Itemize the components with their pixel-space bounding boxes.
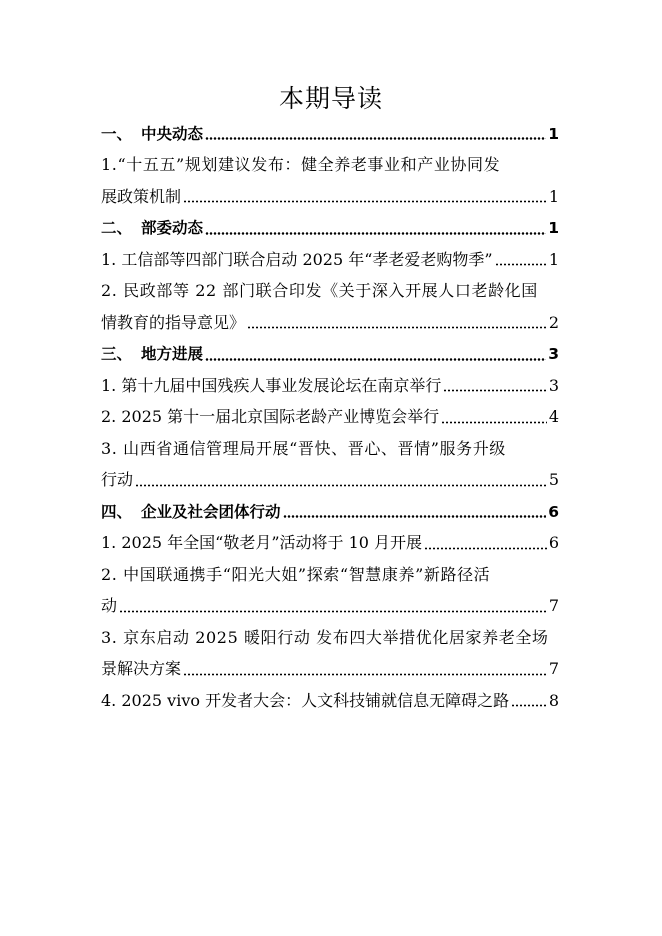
toc-entry[interactable]: [101, 370, 559, 402]
table-of-contents: [101, 118, 559, 717]
toc-entry[interactable]: [101, 685, 559, 717]
toc-entry-text: 4. 2025 vivo 开发者大会：人文科技铺就信息无障碍之路: [101, 690, 510, 710]
toc-entry[interactable]: [101, 150, 559, 182]
toc-entry-text: 展政策机制: [101, 186, 182, 206]
toc-entry-text: 情教育的指导意见》: [101, 312, 246, 332]
dot-leader: [135, 484, 547, 487]
toc-entry-text: 2. 民政部等 22 部门联合印发《关于深入开展人口老龄化国: [101, 281, 538, 301]
toc-page-number: 1: [548, 219, 559, 238]
toc-entry-text: 景解决方案: [101, 659, 182, 679]
toc-section-number: 四、: [101, 502, 133, 521]
toc-entry-text: 1.“十五五”规划建议发布：健全养老事业和产业协同发: [101, 155, 501, 175]
dot-leader: [495, 263, 547, 266]
toc-section-ministries[interactable]: [101, 213, 559, 245]
toc-entry-text: 2. 中国联通携手“阳光大姐”探索“智慧康养”新路径活: [101, 564, 491, 584]
toc-entry[interactable]: [101, 276, 559, 308]
toc-page-number: 7: [548, 659, 559, 679]
toc-page-number: 1: [548, 186, 559, 206]
toc-entry[interactable]: [101, 465, 559, 497]
toc-entry[interactable]: [101, 528, 559, 560]
toc-section-title: 地方进展: [141, 345, 204, 364]
toc-entry[interactable]: [101, 622, 559, 654]
toc-entry[interactable]: [101, 591, 559, 623]
toc-entry[interactable]: [101, 654, 559, 686]
dot-leader: [441, 421, 547, 424]
toc-section-title: 部委动态: [141, 219, 204, 238]
toc-section-local[interactable]: [101, 339, 559, 371]
toc-section-number: 一、: [101, 124, 133, 143]
toc-page-number: 6: [548, 533, 559, 553]
toc-entry[interactable]: [101, 559, 559, 591]
page-title: 本期导读: [278, 84, 383, 113]
toc-entry-text: 3. 京东启动 2025 暖阳行动 发布四大举措优化居家养老全场: [101, 627, 549, 647]
toc-entry[interactable]: [101, 433, 559, 465]
toc-page-number: 2: [548, 312, 559, 332]
toc-page-number: 1: [548, 249, 559, 269]
toc-entry-text: 动: [101, 596, 118, 616]
dot-leader: [443, 389, 546, 392]
toc-entry[interactable]: [101, 307, 559, 339]
toc-entry-text: 1. 工信部等四部门联合启动 2025 年“孝老爱老购物季”: [101, 249, 493, 269]
toc-page-number: 8: [548, 690, 559, 710]
toc-entry-text: 1. 第十九届中国残疾人事业发展论坛在南京举行: [101, 375, 442, 395]
toc-entry-text: 3. 山西省通信管理局开展“晋快、晋心、晋情”服务升级: [101, 438, 506, 458]
toc-page-number: 3: [548, 375, 559, 395]
toc-section-enterprises[interactable]: [101, 496, 559, 528]
toc-page-number: 1: [548, 124, 559, 143]
dot-leader: [283, 515, 547, 518]
dot-leader: [424, 547, 547, 550]
toc-section-title: 中央动态: [141, 124, 204, 143]
dot-leader: [119, 610, 547, 613]
toc-entry[interactable]: [101, 402, 559, 434]
toc-entry[interactable]: [101, 181, 559, 213]
toc-section-number: 二、: [101, 219, 133, 238]
toc-page-number: 6: [548, 502, 559, 521]
dot-leader: [183, 673, 547, 676]
dot-leader: [205, 358, 546, 361]
toc-page-number: 7: [548, 596, 559, 616]
toc-entry-text: 2. 2025 第十一届北京国际老龄产业博览会举行: [101, 407, 440, 427]
dot-leader: [205, 137, 546, 140]
toc-entry-text: 1. 2025 年全国“敬老月”活动将于 10 月开展: [101, 533, 423, 553]
dot-leader: [183, 200, 547, 203]
toc-section-title: 企业及社会团体行动: [141, 502, 281, 521]
toc-section-central[interactable]: [101, 118, 559, 150]
toc-entry[interactable]: [101, 244, 559, 276]
toc-entry-text: 行动: [101, 470, 134, 490]
toc-page-number: 3: [548, 345, 559, 364]
dot-leader: [247, 326, 547, 329]
toc-page-number: 4: [548, 407, 559, 427]
dot-leader: [511, 704, 547, 707]
toc-section-number: 三、: [101, 345, 133, 364]
toc-page-number: 5: [548, 470, 559, 490]
dot-leader: [205, 232, 546, 235]
